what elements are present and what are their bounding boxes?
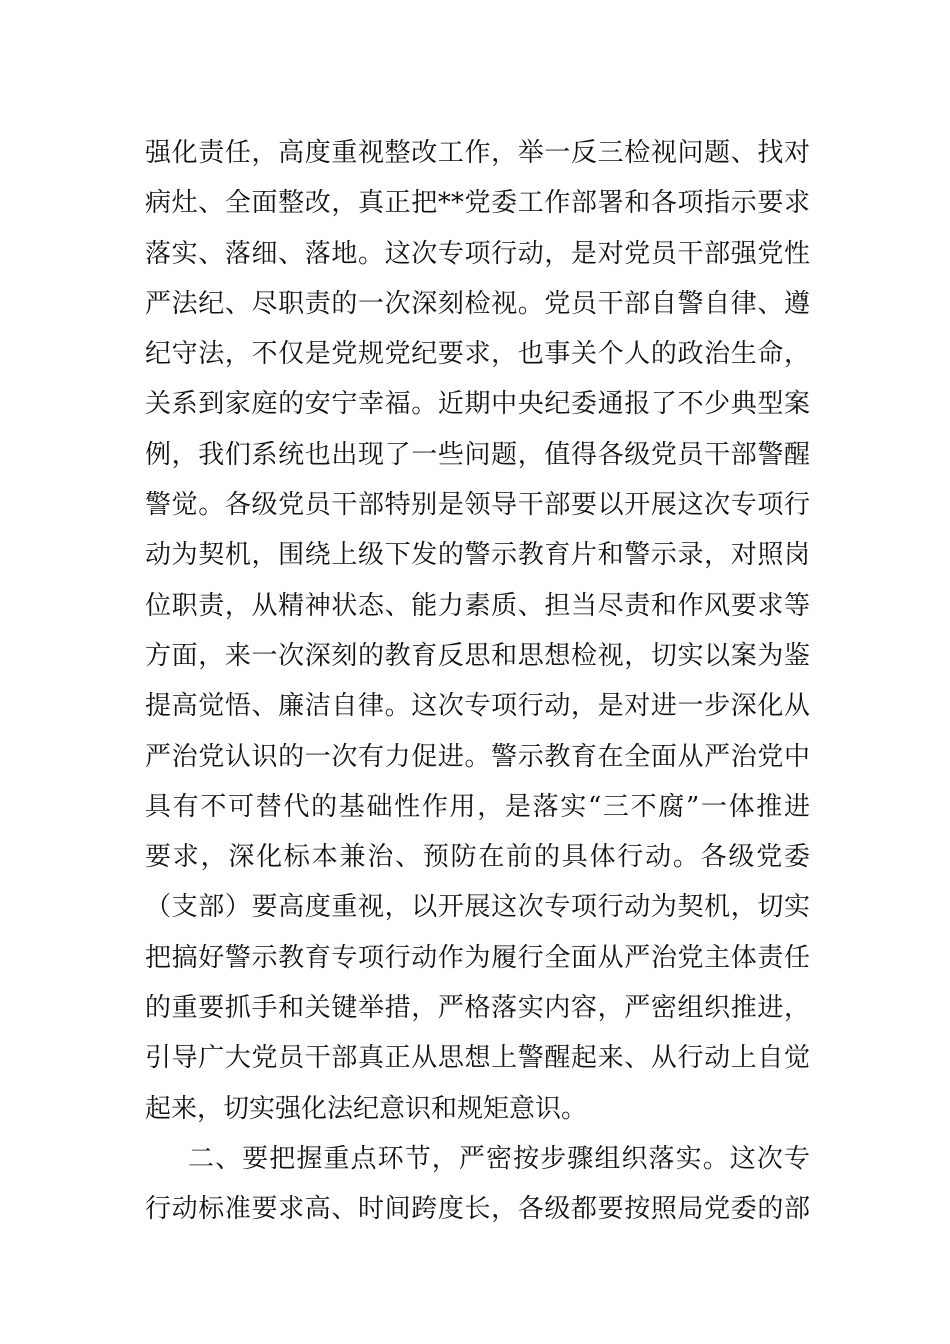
text-line: 病灶、全面整改，真正把**党委工作部署和各项指示要求 [145,188,810,219]
text-line: 警觉。各级党员干部特别是领导干部要以开展这次专项行 [145,490,810,521]
text-line: 的重要抓手和关键举措，严格落实内容，严密组织推进， [145,993,810,1024]
paragraph-end-line: 起来，切实强化法纪意识和规矩意识。 [145,1093,588,1124]
text-line: 严治党认识的一次有力促进。警示教育在全面从严治党中 [145,741,810,772]
text-line: 方面，来一次深刻的教育反思和思想检视，切实以案为鉴 [145,640,810,671]
text-line: 具有不可替代的基础性作用，是落实“三不腐”一体推进 [145,791,810,822]
text-line: （支部）要高度重视，以开展这次专项行动为契机，切实 [145,892,810,923]
text-line: 提高觉悟、廉洁自律。这次专项行动，是对进一步深化从 [145,691,810,722]
text-line: 强化责任，高度重视整改工作，举一反三检视问题、找对 [145,138,810,168]
text-line: 位职责，从精神状态、能力素质、担当尽责和作风要求等 [145,590,810,621]
text-line: 落实、落细、落地。这次专项行动，是对党员干部强党性 [145,238,810,269]
text-line: 把搞好警示教育专项行动作为履行全面从严治党主体责任 [145,942,810,973]
text-line: 要求，深化标本兼治、预防在前的具体行动。各级党委 [145,842,810,873]
section-heading-line: 二、要把握重点环节，严密按步骤组织落实。这次专 [188,1143,810,1174]
document-body [145,128,810,1235]
text-line: 例，我们系统也出现了一些问题，值得各级党员干部警醒 [145,439,810,470]
text-line: 纪守法，不仅是党规党纪要求，也事关个人的政治生命， [145,339,810,370]
text-line: 行动标准要求高、时间跨度长，各级都要按照局党委的部 [145,1194,810,1225]
text-line: 引导广大党员干部真正从思想上警醒起来、从行动上自觉 [145,1043,810,1074]
text-line: 动为契机，围绕上级下发的警示教育片和警示录，对照岗 [145,540,810,571]
text-line: 关系到家庭的安宁幸福。近期中央纪委通报了不少典型案 [145,389,810,420]
text-line: 严法纪、尽职责的一次深刻检视。党员干部自警自律、遵 [145,288,810,319]
